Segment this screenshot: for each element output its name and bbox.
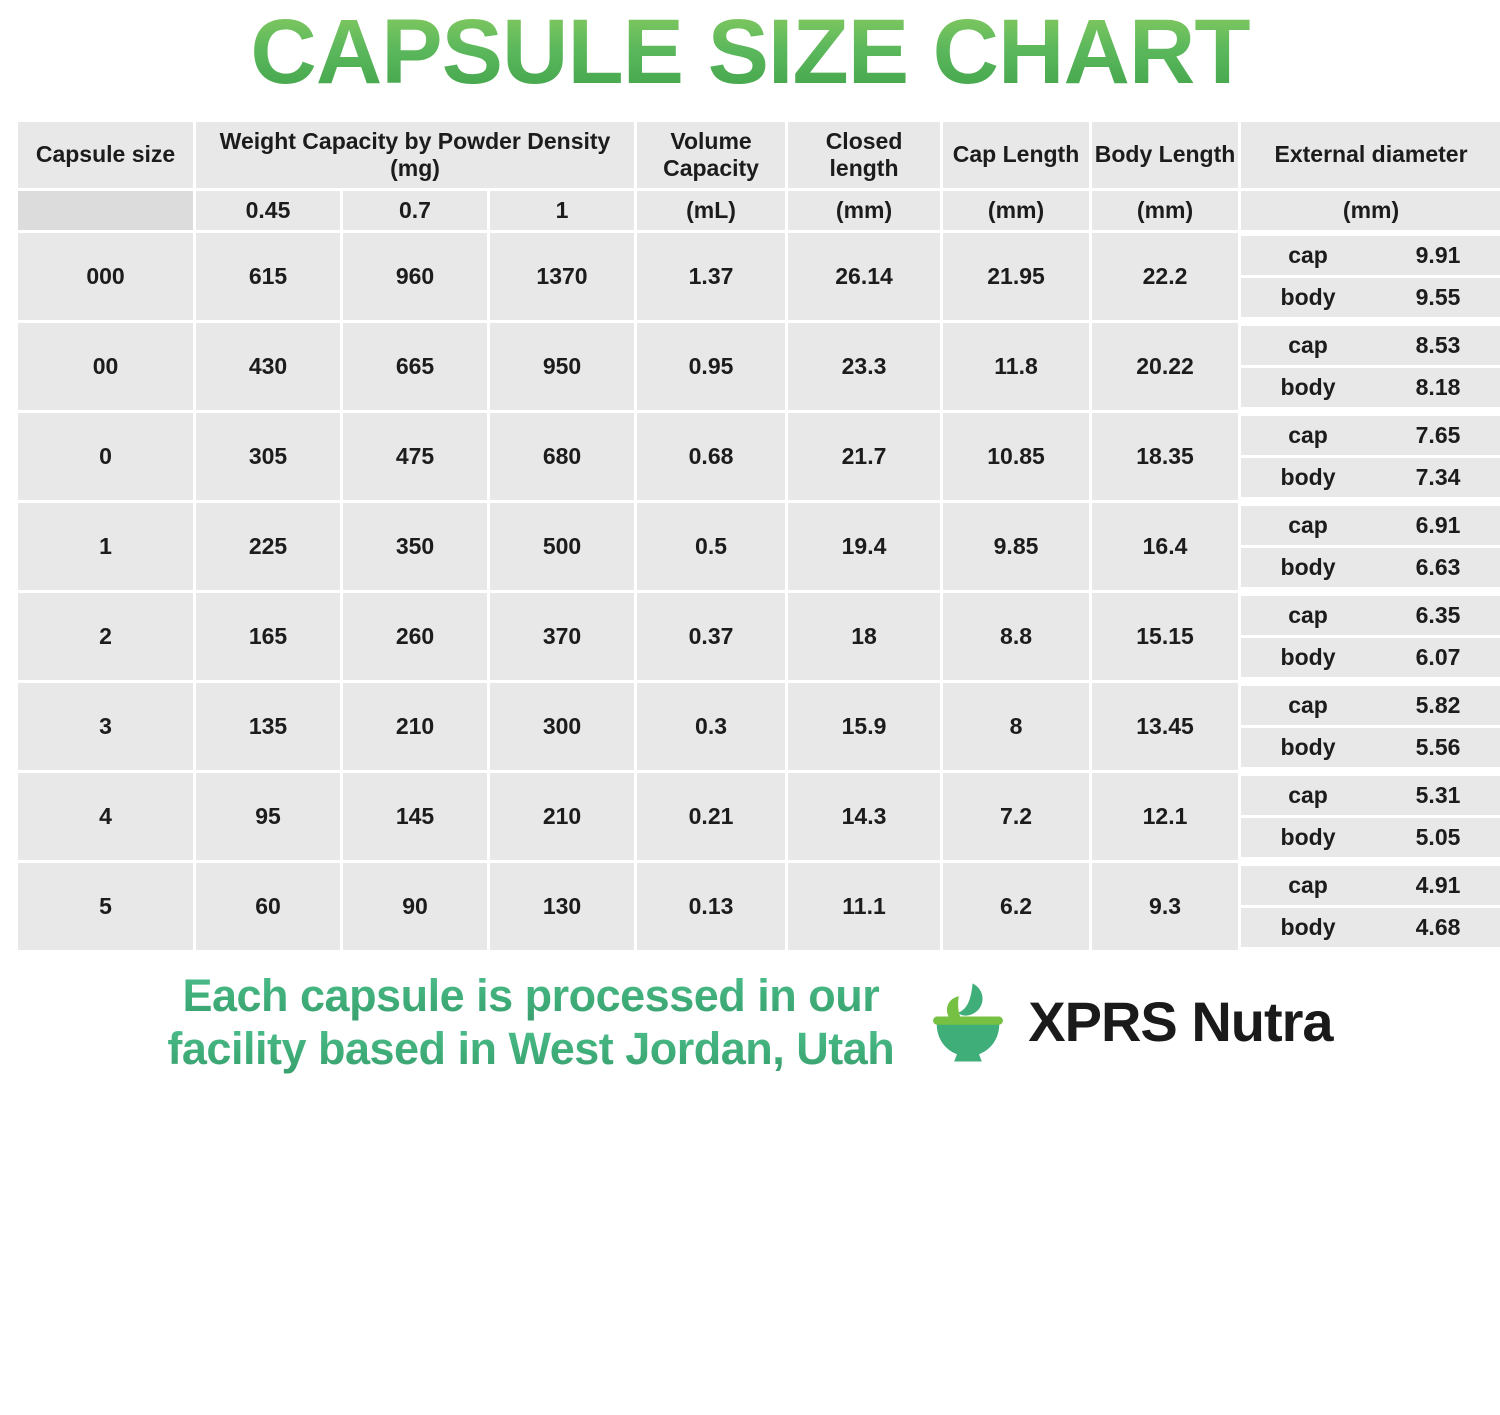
subhead-volume-units: (mL) [637, 191, 785, 230]
footer-line-2: facility based in West Jordan, Utah [167, 1022, 895, 1074]
ext-body-label: body [1241, 638, 1375, 677]
cell-body-length: 18.35 [1092, 413, 1238, 500]
ext-body-value: 8.18 [1375, 368, 1500, 407]
cell-body-length: 20.22 [1092, 323, 1238, 410]
ext-cap-value: 7.65 [1375, 416, 1500, 455]
ext-body-label: body [1241, 278, 1375, 317]
cell-w1: 370 [490, 593, 634, 680]
ext-body-value: 4.68 [1375, 908, 1500, 947]
cell-cap-length: 6.2 [943, 863, 1089, 950]
table-row [18, 503, 1500, 590]
cell-body-length: 22.2 [1092, 233, 1238, 320]
cell-w045: 430 [196, 323, 340, 410]
cell-external-diameter [1241, 593, 1500, 680]
table-row [18, 593, 1500, 680]
ext-body-label: body [1241, 908, 1375, 947]
ext-cap-label: cap [1241, 686, 1375, 725]
cell-closed-length: 23.3 [788, 323, 940, 410]
table-row [18, 323, 1500, 410]
footer-line-1: Each capsule is processed in our [167, 969, 894, 1022]
table-row [18, 683, 1500, 770]
ext-cap-label: cap [1241, 596, 1375, 635]
cell-size: 5 [18, 863, 193, 950]
col-capsule-size: Capsule size [18, 122, 193, 188]
cell-w07: 145 [343, 773, 487, 860]
table-row [18, 233, 1500, 320]
ext-cap-label: cap [1241, 326, 1375, 365]
chart-container [10, 119, 1490, 953]
ext-cap-value: 5.82 [1375, 686, 1500, 725]
cell-external-diameter [1241, 683, 1500, 770]
cell-closed-length: 21.7 [788, 413, 940, 500]
cell-size: 0 [18, 413, 193, 500]
cell-w07: 960 [343, 233, 487, 320]
col-body-length: Body Length [1092, 122, 1238, 188]
cell-size: 00 [18, 323, 193, 410]
cell-w045: 225 [196, 503, 340, 590]
cell-volume: 0.37 [637, 593, 785, 680]
cell-w07: 90 [343, 863, 487, 950]
subhead-cap-units: (mm) [943, 191, 1089, 230]
cell-w1: 210 [490, 773, 634, 860]
cell-w07: 350 [343, 503, 487, 590]
capsule-size-table [15, 119, 1500, 953]
cell-w045: 305 [196, 413, 340, 500]
cell-w1: 130 [490, 863, 634, 950]
cell-w07: 475 [343, 413, 487, 500]
cell-w045: 60 [196, 863, 340, 950]
footer [10, 969, 1490, 1075]
cell-w1: 680 [490, 413, 634, 500]
table-body [18, 191, 1500, 950]
cell-closed-length: 19.4 [788, 503, 940, 590]
brand-lockup [922, 976, 1332, 1068]
cell-external-diameter [1241, 773, 1500, 860]
ext-body-value: 6.63 [1375, 548, 1500, 587]
subhead-density-045: 0.45 [196, 191, 340, 230]
cell-closed-length: 11.1 [788, 863, 940, 950]
cell-volume: 0.13 [637, 863, 785, 950]
cell-volume: 1.37 [637, 233, 785, 320]
table-subheader-row [18, 191, 1500, 230]
page-title: CAPSULE SIZE CHART [10, 0, 1490, 101]
cell-cap-length: 9.85 [943, 503, 1089, 590]
cell-closed-length: 26.14 [788, 233, 940, 320]
ext-cap-value: 6.35 [1375, 596, 1500, 635]
cell-external-diameter [1241, 503, 1500, 590]
ext-body-label: body [1241, 458, 1375, 497]
cell-w07: 210 [343, 683, 487, 770]
subhead-density-07: 0.7 [343, 191, 487, 230]
ext-body-value: 5.56 [1375, 728, 1500, 767]
cell-closed-length: 15.9 [788, 683, 940, 770]
ext-cap-label: cap [1241, 776, 1375, 815]
cell-w1: 500 [490, 503, 634, 590]
col-closed-length: Closed length [788, 122, 940, 188]
ext-cap-value: 6.91 [1375, 506, 1500, 545]
ext-cap-label: cap [1241, 236, 1375, 275]
cell-volume: 0.95 [637, 323, 785, 410]
cell-external-diameter [1241, 413, 1500, 500]
subhead-external-units: (mm) [1241, 191, 1500, 230]
cell-cap-length: 7.2 [943, 773, 1089, 860]
cell-volume: 0.3 [637, 683, 785, 770]
cell-external-diameter [1241, 233, 1500, 320]
cell-volume: 0.21 [637, 773, 785, 860]
cell-cap-length: 8.8 [943, 593, 1089, 680]
table-header [18, 122, 1500, 188]
cell-w07: 260 [343, 593, 487, 680]
ext-cap-label: cap [1241, 866, 1375, 905]
cell-w1: 300 [490, 683, 634, 770]
ext-body-value: 5.05 [1375, 818, 1500, 857]
cell-cap-length: 8 [943, 683, 1089, 770]
ext-cap-value: 5.31 [1375, 776, 1500, 815]
ext-body-value: 9.55 [1375, 278, 1500, 317]
cell-closed-length: 18 [788, 593, 940, 680]
subhead-density-1: 1 [490, 191, 634, 230]
cell-body-length: 15.15 [1092, 593, 1238, 680]
ext-body-value: 6.07 [1375, 638, 1500, 677]
ext-cap-value: 9.91 [1375, 236, 1500, 275]
cell-cap-length: 11.8 [943, 323, 1089, 410]
cell-volume: 0.68 [637, 413, 785, 500]
ext-cap-value: 4.91 [1375, 866, 1500, 905]
subhead-body-units: (mm) [1092, 191, 1238, 230]
cell-size: 000 [18, 233, 193, 320]
table-row [18, 863, 1500, 950]
ext-body-label: body [1241, 818, 1375, 857]
cell-w07: 665 [343, 323, 487, 410]
col-cap-length: Cap Length [943, 122, 1089, 188]
ext-cap-label: cap [1241, 416, 1375, 455]
cell-cap-length: 21.95 [943, 233, 1089, 320]
subhead-closed-units: (mm) [788, 191, 940, 230]
cell-size: 3 [18, 683, 193, 770]
ext-body-label: body [1241, 548, 1375, 587]
cell-w045: 135 [196, 683, 340, 770]
ext-cap-value: 8.53 [1375, 326, 1500, 365]
cell-external-diameter [1241, 863, 1500, 950]
cell-volume: 0.5 [637, 503, 785, 590]
brand-name: XPRS Nutra [1028, 990, 1333, 1054]
cell-size: 4 [18, 773, 193, 860]
ext-cap-label: cap [1241, 506, 1375, 545]
cell-w045: 165 [196, 593, 340, 680]
cell-body-length: 12.1 [1092, 773, 1238, 860]
cell-w045: 615 [196, 233, 340, 320]
mortar-and-pestle-leaf-icon [922, 976, 1014, 1068]
col-weight-capacity: Weight Capacity by Powder Density (mg) [196, 122, 634, 188]
cell-closed-length: 14.3 [788, 773, 940, 860]
cell-w1: 1370 [490, 233, 634, 320]
cell-body-length: 13.45 [1092, 683, 1238, 770]
cell-body-length: 9.3 [1092, 863, 1238, 950]
footer-message [167, 969, 894, 1075]
cell-size: 1 [18, 503, 193, 590]
ext-body-label: body [1241, 728, 1375, 767]
ext-body-label: body [1241, 368, 1375, 407]
cell-w045: 95 [196, 773, 340, 860]
cell-external-diameter [1241, 323, 1500, 410]
col-volume-capacity: Volume Capacity [637, 122, 785, 188]
cell-body-length: 16.4 [1092, 503, 1238, 590]
cell-w1: 950 [490, 323, 634, 410]
cell-cap-length: 10.85 [943, 413, 1089, 500]
subhead-blank [18, 191, 193, 230]
table-row [18, 413, 1500, 500]
cell-size: 2 [18, 593, 193, 680]
table-row [18, 773, 1500, 860]
ext-body-value: 7.34 [1375, 458, 1500, 497]
col-external-diameter: External diameter [1241, 122, 1500, 188]
